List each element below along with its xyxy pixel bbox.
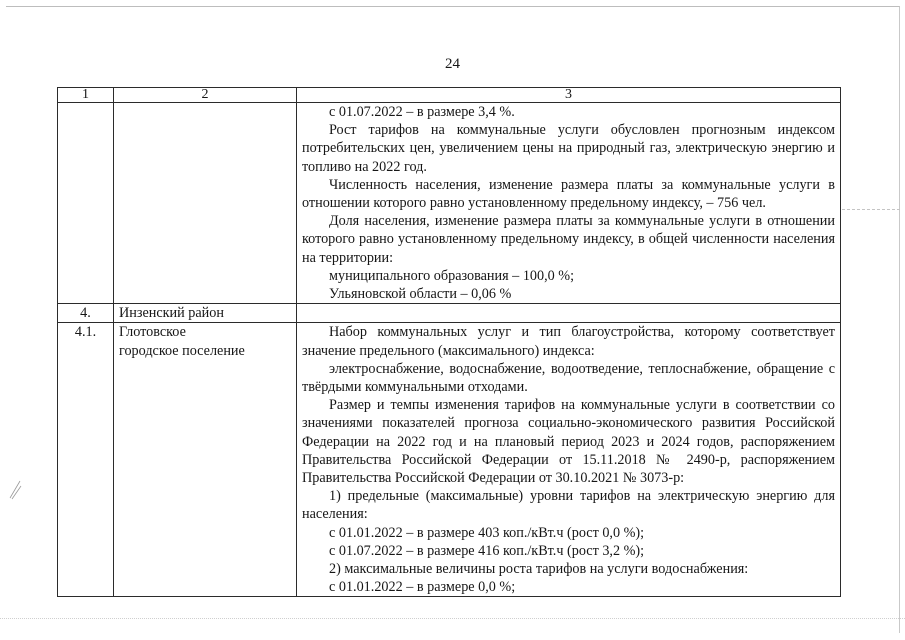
- paragraph: Набор коммунальных услуг и тип благоустройства, которому соответствует значение предельного (максимального) индекса:: [302, 324, 835, 359]
- paragraph: электроснабжение, водоснабжение, водоотведение, теплоснабжение, обращение с твёрдыми коммунальными отходами.: [302, 360, 835, 396]
- paragraph: 2) максимальные величины роста тарифов на услуги водоснабжения:: [329, 561, 749, 578]
- header-cell-3: 3: [297, 88, 841, 103]
- territory-name-line: городское поселение: [119, 342, 245, 359]
- scan-artifact-dash: [842, 209, 900, 211]
- territory-cell: [114, 103, 297, 304]
- territory-cell: Инзенский район: [114, 304, 297, 323]
- table-row: [58, 323, 841, 597]
- table-header-row: [58, 88, 841, 103]
- paragraph: Численность населения, изменение размера платы за коммунальные услуги в отношении которого равно установленному предельному индексу, – 756 чел.: [302, 176, 835, 212]
- paragraph: Рост тарифов на коммунальные услуги обусловлен прогнозным индексом потребительских цен, увеличением цены на природный газ, электрическую энергию и топливо на 2022 год.: [302, 122, 835, 175]
- table-row: [58, 103, 841, 304]
- row-number-cell: [58, 103, 114, 304]
- margin-pencil-mark: [8, 478, 22, 500]
- paragraph: Доля населения, изменение размера платы за коммунальные услуги в отношении которого равно установленному предельному индексу, в общей численности населения на территории:: [302, 213, 835, 266]
- row-number-cell: 4.1.: [58, 323, 114, 597]
- header-cell-1: 1: [58, 88, 114, 103]
- description-cell: [297, 103, 841, 304]
- paragraph: муниципального образования – 100,0 %;: [329, 267, 575, 284]
- table-row: [58, 304, 841, 323]
- description-cell: [297, 323, 841, 597]
- paragraph: с 01.07.2022 – в размере 3,4 %.: [329, 104, 515, 120]
- scan-artifact-edge: [0, 618, 905, 620]
- header-cell-2: 2: [114, 88, 297, 103]
- paragraph: 1) предельные (максимальные) уровни тарифов на электрическую энергию для населения:: [302, 488, 835, 523]
- page-number: 24: [445, 56, 460, 72]
- paragraph: с 01.01.2022 – в размере 0,0 %;: [329, 579, 516, 596]
- paragraph: с 01.07.2022 – в размере 416 коп./кВт.ч (рост 3,2 %);: [329, 542, 645, 559]
- tariff-table: [57, 87, 841, 597]
- paragraph: с 01.01.2022 – в размере 403 коп./кВт.ч (рост 0,0 %);: [329, 524, 645, 541]
- paragraph: Размер и темпы изменения тарифов на коммунальные услуги в соответствии со значениями показателей прогноза социально-экономического развития Российской Федерации на 2022 год и на плановый период 2023 и 2024 годов, распоряжением Правительства Российской Федерации от 15.11.2018 № 2490-р, распоряжением Правительства Российской Федерации от 30.10.2021 № 3073-р:: [302, 397, 835, 487]
- territory-name-line: Глотовское: [119, 324, 186, 341]
- description-cell: [297, 304, 841, 323]
- territory-cell: [114, 323, 297, 597]
- row-number-cell: 4.: [58, 304, 114, 323]
- paragraph: Ульяновской области – 0,06 %: [329, 286, 512, 303]
